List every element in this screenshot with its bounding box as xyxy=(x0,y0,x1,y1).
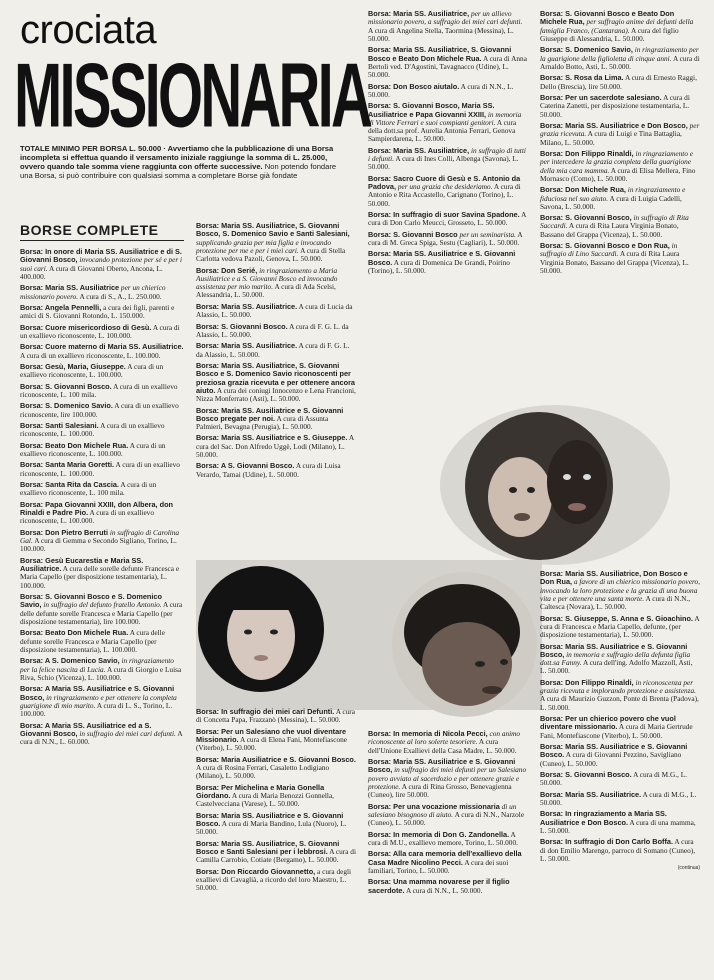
borsa-title: Borsa: S. Giovanni Bosco, xyxy=(540,213,632,223)
borsa-title: Borsa: Per una vocazione missionaria xyxy=(368,801,500,811)
borsa-title: Borsa: Maria SS. Ausiliatrice xyxy=(20,283,120,293)
borsa-entry xyxy=(368,231,528,248)
borsa-title: Borsa: Maria SS. Ausiliatrice, S. Giovanni Bosco e Beato Don Michele Rua. xyxy=(368,45,512,63)
borsa-entry xyxy=(368,211,528,228)
borsa-entry xyxy=(196,462,356,479)
borsa-title: Borsa: Maria SS. Ausiliatrice e S. Giovanni Bosco, xyxy=(540,641,688,659)
borsa-entry xyxy=(540,743,700,768)
borsa-entry xyxy=(540,643,700,676)
borsa-title: Borsa: A Maria SS. Ausiliatrice ed a S. Giovanni Bosco, xyxy=(20,720,152,738)
borsa-donor: A cura di Arnaldo Botto, Asti, L. 50.000. xyxy=(540,53,700,71)
borsa-donor: A cura di Rita Laura Virginia Bonato, Bassano del Grappa (Vicenza), L. 50.000. xyxy=(540,221,679,239)
borsa-title: Borsa: Maria SS. Ausiliatrice. xyxy=(196,341,298,351)
borsa-intention: in riconoscenza per grazia ricevuta e implorando protezione e assistenza. xyxy=(540,677,696,696)
borsa-title: Borsa: Maria SS. Ausiliatrice e S. Giuseppe. xyxy=(196,433,348,443)
borsa-title: Borsa: In memoria di Nicola Pecci, xyxy=(368,729,488,738)
borsa-entry xyxy=(20,442,184,459)
borsa-intention: in ringraziamento e per ottenere la completa guarigione di mio marito. xyxy=(20,692,177,710)
borsa-entry xyxy=(20,461,184,478)
borsa-entry xyxy=(368,102,528,143)
borsa-donor: A cura dei coniugi Innocenzo e Lena Francioni, Nizza Monferrato (Asti), L. 50.000. xyxy=(196,385,356,404)
borsa-entry xyxy=(196,756,356,781)
borsa-title: Borsa: Alla cara memoria dell'exallievo della Casa Madre Nicolino Pecci. xyxy=(368,849,522,867)
borsa-title: Borsa: Per un chierico povero che vuol diventare missionario. xyxy=(540,714,676,732)
borsa-donor: A cura di Domenica De Grandi, Poirino (Torino), L. 50.000. xyxy=(368,257,510,276)
borsa-donor: A cura di Giovanni Oberto, Ancona, L. 400.000. xyxy=(20,263,163,281)
borsa-entry xyxy=(20,501,184,526)
borsa-donor: A cura di un exallievo riconoscente, L. 100.000. xyxy=(20,421,165,439)
borsa-donor: A cura di un exallievo riconoscente, L. 100.000. xyxy=(20,322,180,340)
borsa-donor: A cura di N.N., Caltesca (Novara), L. 50.000. xyxy=(540,593,691,612)
borsa-donor: A cura di un exallievo riconoscente, L. 100.000. xyxy=(20,508,154,526)
borsa-title: Borsa: Maria SS. Ausiliatrice, Don Bosco e Don Rua, xyxy=(540,569,688,587)
borsa-title: Borsa: A S. Giovanni Bosco. xyxy=(196,461,295,471)
borsa-title: Borsa: S. Giovanni Bosco e Beato Don Michele Rua, xyxy=(540,9,675,27)
borsa-entry xyxy=(20,529,184,554)
borsa-donor: A cura di F. G. L. da Alassio, L. 50.000. xyxy=(196,341,350,359)
borsa-title: Borsa: Maria SS. Ausiliatrice e S. Giovanni Bosco. xyxy=(196,810,344,828)
photo-boy xyxy=(392,572,537,717)
borsa-entry xyxy=(368,175,528,208)
borsa-intention: in ringraziamento a Maria Ausiliatrice e a S. Giovanni Bosco ed invocando assistenza per mio marito. xyxy=(196,265,338,292)
borsa-donor: A cura di L. S., Torino, L. 100.000. xyxy=(20,700,173,719)
borsa-title: Borsa: S. Giovanni Bosco. xyxy=(20,381,112,391)
borsa-entry xyxy=(196,784,356,809)
borsa-title: Borsa: In memoria di Don G. Zandonella. xyxy=(368,829,510,839)
borsa-donor: A cura di N.N., L. 50.000. xyxy=(368,81,514,99)
borsa-title: Borsa: Santi Salesiani. xyxy=(20,421,99,431)
borsa-donor: A cura di Maurizio Guzzon, Ponte di Brenta (Padova), L. 50.000. xyxy=(540,694,699,712)
borsa-donor: A cura di Gemma e Secondo Sigliano, Torino, L. 100.000. xyxy=(20,536,177,554)
borsa-intention: in memoria di Vittore Ferrari e suoi compianti genitori. xyxy=(368,109,522,127)
column-1 xyxy=(20,248,184,750)
borsa-intention: in suffragio del defunto fratello Antonio. xyxy=(43,600,162,610)
borsa-entry xyxy=(20,422,184,439)
borsa-intention: in ringraziamento per la guarigione della figlioletta di cinque anni. xyxy=(540,45,699,63)
borsa-donor: A cura di Elena Fani, Montefiascone (Viterbo), L. 50.000. xyxy=(196,734,347,753)
borsa-title: Borsa: A S. Domenico Savio, xyxy=(20,656,120,666)
borsa-title: Borsa: In suffragio di suor Savina Spadone. xyxy=(368,210,520,220)
borsa-donor: A cura della dott.sa prof. Aurelia Antonia Ferrari, Genova Sampierdarena, L. 50.000. xyxy=(368,117,517,144)
borsa-title: Borsa: Cuore materno di Maria SS. Ausiliatrice. xyxy=(20,342,184,352)
borsa-intention: per grazia ricevuta. xyxy=(540,120,700,139)
borsa-donor: A cura di Anna Bertoli ved. D'Agostini, Tavagnacco (Udine), L. 50.000. xyxy=(368,53,527,80)
borsa-title: Borsa: Gesù Eucarestia e Maria SS. Ausiliatrice. xyxy=(20,555,144,574)
borsa-title: Borsa: Santa Rita da Cascia. xyxy=(20,480,119,490)
borsa-intention: in ringraziamento e per intercedere la grazia completa della guarigione della mia cara mamma. xyxy=(540,148,694,175)
borsa-title: Borsa: Don Filippo Rinaldi, xyxy=(540,148,634,158)
borsa-entry xyxy=(20,557,184,590)
borsa-entry xyxy=(196,728,356,753)
photo-girl xyxy=(198,566,324,692)
borsa-intention: per una grazia che desideriamo. xyxy=(397,182,493,192)
borsa-entry xyxy=(540,715,700,740)
borsa-intention: per un seminarista. xyxy=(459,229,516,239)
borsa-title: Borsa: Cuore misericordioso di Gesù. xyxy=(20,322,152,332)
borsa-title: Borsa: In suffragio di Don Carlo Boffa. xyxy=(540,837,673,847)
borsa-entry xyxy=(368,147,528,172)
borsa-title: Borsa: S. Giuseppe, S. Anna e S. Gioachino. xyxy=(540,613,693,623)
borsa-donor: A cura di Francesca e Maria Capello, defunte, (per disposizione testamentaria), L. 50.000. xyxy=(540,613,700,640)
borsa-title: Borsa: Maria SS. Ausiliatrice e S. Giovanni Bosco. xyxy=(540,742,688,760)
borsa-intention: in suffragio di tutti i defunti. xyxy=(368,145,526,164)
borsa-entry xyxy=(540,74,700,91)
borsa-entry xyxy=(540,679,700,712)
borsa-donor: A cura di Don Carlo Meucci, Grosseto, L. 50.000. xyxy=(368,210,526,228)
borsa-donor: A cura di M. Greca Spiga, Sestu (Cagliari), L. 50.000. xyxy=(368,229,523,248)
borsa-intention: per un chierico missionario povero. xyxy=(20,283,166,301)
borsa-title: Borsa: Don Bosco aiutalo. xyxy=(368,81,460,91)
borsa-donor: A cura di un exallievo riconoscente, L. 100.000. xyxy=(20,440,166,459)
borsa-entry xyxy=(20,363,184,380)
borsa-title: Borsa: Don Riccardo Giovannetto, xyxy=(196,866,316,876)
borsa-entry xyxy=(540,214,700,239)
column-3-top xyxy=(368,10,528,278)
borsa-title: Borsa: Maria SS. Ausiliatrice e S. Giovanni Bosco, xyxy=(368,756,516,775)
borsa-title: Borsa: Don Michele Rua, xyxy=(540,185,626,195)
borsa-donor: A cura dei suoi familiari, Torino, L. 50.000. xyxy=(368,857,509,875)
borsa-donor: A cura delle defunte sorelle Francesca e Maria Capello (per disposizione testamentaria), lire 100.000. xyxy=(20,600,183,626)
borsa-donor: a cura degli exallievi di Cavaglià, a ricordo del loro Maestro, L. 50.000. xyxy=(196,866,352,893)
borsa-title: Borsa: In onore di Maria SS. Ausiliatrice e di S. Giovanni Bosco, xyxy=(20,247,182,265)
borsa-donor: A cura di Camilla Carrobio, Cotiate (Bergamo), L. 50.000. xyxy=(196,846,356,865)
borsa-donor: A cura di Luigia Cadelli, Savona, L. 50.000. xyxy=(540,193,682,211)
borsa-title: Borsa: Maria SS. Ausiliatrice, xyxy=(368,9,470,18)
borsa-donor: A cura di Luigi e Tina Battaglia, Milano, L. 50.000. xyxy=(540,129,682,147)
borsa-intention: in suffragio di Carolina Gal. xyxy=(20,527,180,546)
borsa-intention: invocando protezione per sé e per i suoi cari. xyxy=(20,255,183,273)
borsa-donor: A cura di Giovanni Pezzino, Savigliano (Cuneo), L. 50.000. xyxy=(540,750,682,768)
borsa-intention: in ringraziamento e fiduciosa nel suo aiuto. xyxy=(540,185,686,203)
borsa-donor: A cura di un exallievo riconoscente, L. 100 mila. xyxy=(20,480,157,498)
borsa-entry xyxy=(196,708,356,725)
borsa-intention: supplicando grazia per mia figlia e invocando protezione per me e per i miei cari. xyxy=(196,237,331,255)
borsa-entry xyxy=(540,791,700,808)
borsa-donor: A cura di un exallievo riconoscente, L. 100 mila. xyxy=(20,381,178,400)
borsa-entry xyxy=(540,122,700,147)
borsa-donor: A cura di Concetta Papa, Frazzanò (Messina), L. 50.000. xyxy=(196,707,355,725)
borsa-entry xyxy=(368,878,528,895)
borsa-donor: A cura di un exallievo riconoscente, L. 100.000. xyxy=(20,350,161,360)
borsa-entry xyxy=(196,868,356,893)
borsa-entry xyxy=(368,250,528,275)
borsa-title: Borsa: Beato Don Michele Rua. xyxy=(20,440,129,450)
borsa-entry xyxy=(20,383,184,400)
borsa-intention: in suffragio dei miei defunti per un Salesiano povero avviato al sacerdozio e per ottenere grazie e protezione. xyxy=(368,765,527,791)
borsa-entry xyxy=(368,850,528,875)
borsa-donor: A cura di Luisa Verardo, Tamai (Udine), L. 50.000. xyxy=(196,461,341,479)
column-3-bottom xyxy=(368,730,528,898)
borsa-title: Borsa: Maria SS. Ausiliatrice, S. Giovanni Bosco e S. Domenico Savio riconoscenti per preziosa grazia ricevuta e per ottenere ancora aiuto. xyxy=(196,360,355,395)
borsa-donor: A cura di Elisa Mellera, Fino Mornasco (Como), L. 50.000. xyxy=(540,165,696,183)
borsa-title: Borsa: Papa Giovanni XXIII, don Albera, don Rinaldi e Padre Pio. xyxy=(20,499,173,518)
column-4-top xyxy=(540,10,700,278)
borsa-title: Borsa: S. Domenico Savio, xyxy=(540,45,633,55)
borsa-entry xyxy=(540,242,700,275)
column-2-top xyxy=(196,222,356,482)
borsa-entry xyxy=(540,186,700,211)
borsa-donor: A cura di don Emilio Marengo, parroco di Somano (Cuneo), L. 50.000. xyxy=(540,837,696,864)
borsa-entry xyxy=(20,343,184,360)
borsa-title: Borsa: Beato Don Michele Rua. xyxy=(20,628,129,638)
borsa-entry xyxy=(540,771,700,788)
borsa-donor: A cura di N.N., L. 60.000. xyxy=(20,728,183,747)
borsa-entry xyxy=(196,323,356,340)
borsa-title: Borsa: Per Michelina e Maria Gonella Giordano. xyxy=(196,782,325,800)
borsa-title: Borsa: Angela Pennelli, xyxy=(20,302,102,312)
borsa-title: Borsa: In suffragio dei miei cari Defunti. xyxy=(196,707,335,716)
photo-child-top xyxy=(465,412,613,560)
borsa-entry xyxy=(368,46,528,79)
borsa-donor: A cura di Stella Carlotta vedova Pazoli, Genova, L. 50.000. xyxy=(196,245,346,264)
borsa-donor: A cura di Antonio e Rita Accastello, Carignano (Torino), L. 50.000. xyxy=(368,182,521,208)
borsa-donor: A cura di un exallievo riconoscente, lire 100.000. xyxy=(20,401,179,419)
borsa-entry xyxy=(368,831,528,848)
borsa-title: Borsa: Sacro Cuore di Gesù e S. Antonio da Padova, xyxy=(368,173,521,192)
borsa-donor: A cura di M.U., exallievo memore, Torino, L. 50.000. xyxy=(368,829,518,847)
borsa-intention: in suffragio dei miei cari defunti. xyxy=(79,728,176,738)
borsa-entry xyxy=(196,812,356,837)
borsa-entry xyxy=(196,303,356,320)
borsa-entry xyxy=(196,342,356,359)
borsa-intention: per un allievo missionario povero, a suffragio dei miei cari defunti. xyxy=(368,9,523,27)
borsa-donor: A cura dell'Unione Exallievi della Casa Madre, L. 50.000. xyxy=(368,737,517,755)
borsa-entry xyxy=(20,722,184,747)
borsa-title: Borsa: Per un sacerdote salesiano. xyxy=(540,92,662,102)
borsa-donor: A cura di Angelina Stella, Taormina (Messina), L. 50.000. xyxy=(368,25,514,43)
borsa-title: Borsa: S. Giovanni Bosco, Maria SS. Ausiliatrice e Papa Giovanni XXIII, xyxy=(368,101,495,119)
borsa-entry xyxy=(20,248,184,281)
borsa-donor: A cura di Ines Colli, Albenga (Savona), L. 50.000. xyxy=(368,154,519,172)
borsa-title: Borsa: S. Domenico Savio. xyxy=(20,401,113,411)
borsa-donor: A cura di M.G., L. 50.000. xyxy=(540,789,697,808)
borsa-donor: A cura di Caterina Zanetti, per disposizione testamentaria, L. 50.000. xyxy=(540,92,690,119)
section-divider xyxy=(20,240,184,241)
borsa-entry xyxy=(20,481,184,498)
borsa-entry xyxy=(196,434,356,459)
borsa-entry xyxy=(196,407,356,432)
borsa-intention: con animo riconoscente al loro solerte tesoriere. xyxy=(368,729,521,747)
borsa-entry xyxy=(20,304,184,321)
borsa-intention: a favore di un chierico missionario povero, invocando la loro protezione e la grazia di una buona vita e per ottenere una santa morte. xyxy=(540,577,700,603)
borsa-donor: A cura del figlio Giuseppe di Alessandria, L. 50.000. xyxy=(540,25,679,43)
borsa-title: Borsa: S. Giovanni Bosco. xyxy=(196,321,288,331)
borsa-title: Borsa: A Maria SS. Ausiliatrice e S. Giovanni Bosco, xyxy=(20,684,175,702)
borsa-title: Borsa: Maria SS. Ausiliatrice, S. Giovanni Bosco e Santi Salesiani per i lebbrosi. xyxy=(196,838,340,856)
borsa-donor: A cura di S., A., L. 250.000. xyxy=(79,291,162,301)
borsa-entry xyxy=(20,657,184,682)
borsa-entry xyxy=(20,629,184,654)
borsa-entry xyxy=(540,838,700,863)
continua-label: (continua) xyxy=(677,865,700,872)
borsa-donor: A cura dell'ing. Adolfo Mazzoll, Asti, L. 50.000. xyxy=(540,658,693,676)
borsa-donor: a cura dei figli, parenti e amici di S. Giovanni Rotondo, L. 150.000. xyxy=(20,302,175,321)
borsa-title: Borsa: Maria SS. Ausiliatrice e S. Giovanni Bosco pregate per noi. xyxy=(196,405,344,423)
borsa-title: Borsa: Don Filippo Rinaldi, xyxy=(540,677,634,687)
borsa-entry xyxy=(368,83,528,100)
borsa-entry xyxy=(540,150,700,183)
borsa-donor: A cura di Maria Gertrude Fani, Montefiascone (Viterbo), L. 50.000. xyxy=(540,722,693,740)
borsa-donor: A cura di Lucia da Alassio, L. 50.000. xyxy=(196,301,353,320)
borsa-donor: A cura di un exallievo riconoscente, L. 100.000. xyxy=(20,362,164,380)
intro-bold: TOTALE MINIMO PER BORSA L. 50.000 · Avvertiamo che la pubblicazione di una Borsa incompleta si effettua quando il versamento iniziale raggiunge la somma di L. 25.000, ovvero quando tale somma viene raggiunta con offerte successive. xyxy=(20,144,334,171)
borsa-entry xyxy=(540,46,700,71)
borsa-title: Borsa: Maria Ausiliatrice e S. Giovanni Bosco. xyxy=(196,754,356,764)
borsa-entry xyxy=(368,803,528,828)
intro-normal: Non potendo fondare una Borsa, si può contribuire con qualsiasi somma a completare Borse già fondate xyxy=(20,162,337,180)
borsa-entry xyxy=(196,222,356,263)
borsa-title: Borsa: S. Rosa da Lima. xyxy=(540,73,624,83)
borsa-title: Borsa: Maria SS. Ausiliatrice e S. Giovanni Bosco. xyxy=(368,249,516,267)
borsa-entry xyxy=(540,810,700,835)
borsa-donor: A cura di Ernesto Raggi, Dello (Brescia), lire 50.000. xyxy=(540,73,697,91)
borsa-intention: in ringraziamento per la felice nascita di Lucia. xyxy=(20,656,174,674)
borsa-entry xyxy=(20,324,184,341)
borsa-entry xyxy=(20,685,184,718)
borsa-donor: A cura del Sac. Don Alfredo Uggè, Lodi (Milano), L. 50.000. xyxy=(196,433,354,460)
borsa-title: Borsa: Gesù, Maria, Giuseppe. xyxy=(20,362,126,372)
borsa-donor: A cura di M.G., L. 50.000. xyxy=(540,770,687,788)
borsa-entry xyxy=(368,730,528,755)
column-4-bottom xyxy=(540,570,700,873)
borsa-donor: A cura di una mamma, L. 50.000. xyxy=(540,817,696,836)
header-missionaria: MISSIONARIA xyxy=(14,44,371,147)
borsa-entry xyxy=(540,615,700,640)
borsa-donor: A cura di Rita Laura Virginia Bonato, Bassano del Grappa (Vicenza), L. 50.000. xyxy=(540,249,689,276)
borsa-title: Borsa: Maria SS. Ausiliatrice, xyxy=(368,145,470,155)
borsa-entry xyxy=(20,402,184,419)
borsa-entry xyxy=(368,758,528,799)
borsa-donor: A cura di F. G. L. da Alassio, L. 50.000. xyxy=(196,321,349,339)
borsa-title: Borsa: Don Serié, xyxy=(196,265,258,275)
borsa-donor: A cura di Rosina Ferrari, Casaletto Lodigiano (Milano), L. 50.000. xyxy=(196,762,330,781)
borsa-entry xyxy=(540,10,700,43)
borsa-title: Borsa: Maria SS. Ausiliatrice. xyxy=(540,789,642,799)
borsa-intention: in memoria e suffragio della defunta figlia dott.sa Fanny. xyxy=(540,649,691,668)
borsa-donor: A cura di Rina Grosso, Benevagienna (Cuneo), lire 50.000. xyxy=(368,781,512,800)
borsa-donor: A cura di Giorgio e Luisa Riva, Schio (Vicenza), L. 100.000. xyxy=(20,664,182,682)
borsa-entry xyxy=(540,570,700,611)
intro-text xyxy=(20,144,350,180)
borsa-donor: A cura delle defunte sorelle Francesca e Maria Capello (per disposizione testamentaria), L. 100.000. xyxy=(20,628,165,654)
borsa-entry xyxy=(20,284,184,301)
borsa-title: Borsa: S. Giovanni Bosco e S. Domenico Savio, xyxy=(20,592,162,610)
borsa-donor: A cura di un exallievo riconoscente, L. 100.000. xyxy=(20,460,180,478)
borsa-donor: A cura delle sorelle defunte Francesca e Maria Capello (per disposizione testamentaria), L. 100.000. xyxy=(20,564,180,590)
borsa-entry xyxy=(196,267,356,300)
borsa-title: Borsa: Maria SS. Ausiliatrice, S. Giovanni Bosco, S. Domenico Savio e Santi Salesiani, xyxy=(196,221,350,239)
borsa-title: Borsa: Santa Maria Goretti. xyxy=(20,460,115,470)
borsa-title: Borsa: Maria SS. Ausiliatrice e Don Bosco, xyxy=(540,120,688,130)
borsa-entry xyxy=(20,593,184,626)
borsa-intention: per suffragio anime dei defunti della famiglia Franco, (Cantarana). xyxy=(540,17,694,35)
borsa-title: Borsa: Una mamma novarese per il figlio sacerdote. xyxy=(368,877,510,895)
borsa-entry xyxy=(540,94,700,119)
borsa-donor: A cura di Maria Bandino, Lula (Nuoro), L. 50.000. xyxy=(196,818,347,837)
borsa-title: Borsa: S. Giovanni Bosco e Don Rua, xyxy=(540,241,670,251)
borsa-title: Borsa: Per un Salesiano che vuol diventare Missionario. xyxy=(196,726,347,744)
header-crociata: crociata xyxy=(20,8,157,52)
borsa-donor: A cura di Ada Scelsi, Alessandria, L. 50.000. xyxy=(196,282,336,300)
borsa-donor: A cura di N.N., Narzole (Cuneo), L. 50.000. xyxy=(368,809,525,828)
borsa-entry xyxy=(196,840,356,865)
borsa-entry xyxy=(368,10,528,43)
borsa-title: Borsa: Maria SS. Ausiliatrice. xyxy=(196,301,298,311)
borsa-title: Borsa: S. Giovanni Bosco. xyxy=(540,770,632,780)
borsa-title: Borsa: Don Pietro Berruti xyxy=(20,527,108,537)
section-title: BORSE COMPLETE xyxy=(20,222,159,238)
borsa-entry xyxy=(196,362,356,403)
borsa-intention: in suffragio di Rita Saccardi. xyxy=(540,213,689,231)
borsa-donor: A cura di Assunta Palmieri, Bevagna (Perugia), L. 50.000. xyxy=(196,413,329,432)
borsa-intention: di un salesiano bisognoso di aiuto. xyxy=(368,801,517,819)
borsa-donor: A cura di N.N., L. 50.000. xyxy=(405,885,483,895)
borsa-intention: in suffragio di Lino Saccardi. xyxy=(540,241,678,259)
column-2-bottom xyxy=(196,708,356,896)
borsa-title: Borsa: S. Giovanni Bosco xyxy=(368,229,458,239)
borsa-title: Borsa: In ringraziamento a Maria SS. Ausiliatrice e Don Bosco. xyxy=(540,809,667,827)
borsa-donor: A cura di Maria Benozzi Gonnella, Castelvecciana (Varese), L. 50.000. xyxy=(196,790,335,809)
